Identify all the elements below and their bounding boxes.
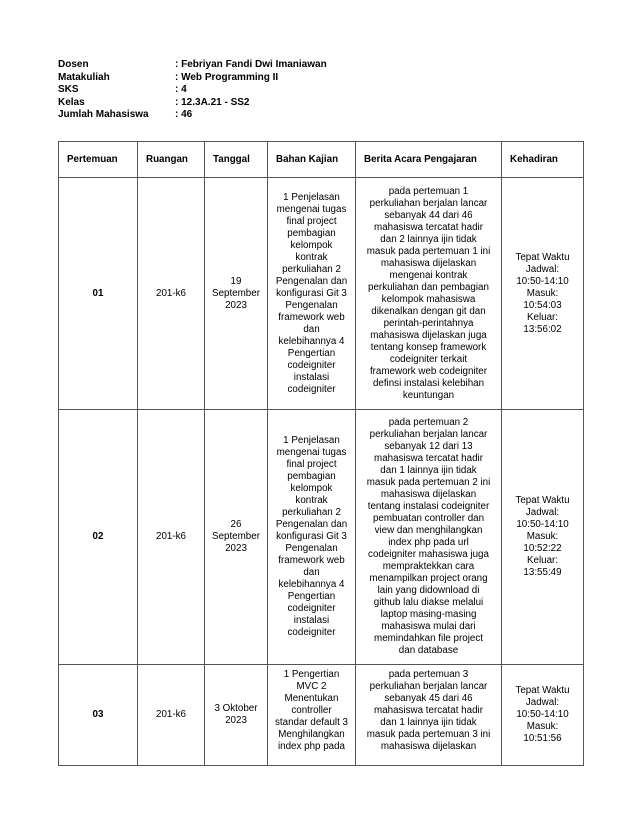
- header-kehadiran: Kehadiran: [502, 142, 584, 178]
- cell-kehadiran: Tepat Waktu Jadwal: 10:50-14:10 Masuk: 10:54:03 Keluar: 13:56:02: [502, 178, 584, 410]
- info-row-kelas: [58, 97, 327, 110]
- info-label: Matakuliah: [58, 71, 110, 83]
- info-row-jumlah-mahasiswa: [58, 109, 327, 122]
- cell-berita-acara: pada pertemuan 1 perkuliahan berjalan lancar sebanyak 44 dari 46 mahasiswa tercatat hadir dan 2 lainnya ijin tidak masuk pada pertemuan 1 ini mahasiswa dijelaskan mengenai kontrak perkuliahan dan pembagian kelompok mahasiswa dikenalkan dengan git dan perintah-perintahnya mahasiswa dijelaskan juga tentang konsep framework codeigniter terkait framework web codeigniter definsi instalasi kelebihan keuntungan: [356, 178, 502, 410]
- table-row: [59, 665, 584, 766]
- header-berita-acara: Berita Acara Pengajaran: [356, 142, 502, 178]
- info-value: : 46: [175, 109, 193, 120]
- info-label: Jumlah Mahasiswa: [58, 109, 149, 120]
- cell-ruangan: 201-k6: [138, 178, 205, 410]
- cell-ruangan: 201-k6: [138, 665, 205, 766]
- info-row-matakuliah: [58, 72, 327, 85]
- header-tanggal: Tanggal: [205, 142, 268, 178]
- table-header-row: [59, 142, 584, 178]
- cell-berita-acara: pada pertemuan 2 perkuliahan berjalan lancar sebanyak 12 dari 13 mahasiswa tercatat hadir dan 1 lainnya ijin tidak masuk pada pertemuan 2 ini mahasiswa dijelaskan tentang instalasi codeigniter pembuatan controller dan view dan menghilangkan index php pada url codeigniter mahasiswa juga mempraktekkan cara menampilkan project orang lain yang didownload di github lalu diakse melalui laptop masing-masing mahasiswa mulai dari memindahkan file project dan database: [356, 410, 502, 665]
- course-info: [58, 59, 327, 122]
- info-value: : 4: [175, 84, 187, 95]
- info-row-dosen: [58, 59, 327, 72]
- info-label: Kelas: [58, 96, 85, 108]
- cell-pertemuan: 02: [59, 410, 138, 665]
- cell-pertemuan: 03: [59, 665, 138, 766]
- info-value: : Web Programming II: [175, 71, 279, 83]
- cell-tanggal: 3 Oktober 2023: [205, 665, 268, 766]
- cell-bahan-kajian: 1 Penjelasan mengenai tugas final project pembagian kelompok kontrak perkuliahan 2 Pengenalan dan konfigurasi Git 3 Pengenalan framework web dan kelebihannya 4 Pengertian codeigniter instalasi codeigniter: [268, 410, 356, 665]
- cell-kehadiran: Tepat Waktu Jadwal: 10:50-14:10 Masuk: 10:52:22 Keluar: 13:55:49: [502, 410, 584, 665]
- info-label: Dosen: [58, 59, 89, 70]
- info-value: : Febriyan Fandi Dwi Imaniawan: [175, 59, 327, 70]
- header-bahan-kajian: Bahan Kajian: [268, 142, 356, 178]
- cell-ruangan: 201-k6: [138, 410, 205, 665]
- table-row: [59, 178, 584, 410]
- cell-berita-acara: pada pertemuan 3 perkuliahan berjalan lancar sebanyak 45 dari 46 mahasiswa tercatat hadir dan 1 lainnya ijin tidak masuk pada pertemuan 3 ini mahasiswa dijelaskan: [356, 665, 502, 766]
- cell-bahan-kajian: 1 Penjelasan mengenai tugas final project pembagian kelompok kontrak perkuliahan 2 Pengenalan dan konfigurasi Git 3 Pengenalan framework web dan kelebihannya 4 Pengertian codeigniter instalasi codeigniter: [268, 178, 356, 410]
- cell-tanggal: 19 September 2023: [205, 178, 268, 410]
- header-ruangan: Ruangan: [138, 142, 205, 178]
- info-value: : 12.3A.21 - SS2: [175, 96, 250, 108]
- header-pertemuan: Pertemuan: [59, 142, 138, 178]
- info-label: SKS: [58, 84, 79, 95]
- cell-bahan-kajian: 1 Pengertian MVC 2 Menentukan controller standar default 3 Menghilangkan index php pada: [268, 665, 356, 766]
- info-row-sks: [58, 84, 327, 97]
- table-row: [59, 410, 584, 665]
- cell-kehadiran: Tepat Waktu Jadwal: 10:50-14:10 Masuk: 10:51:56: [502, 665, 584, 766]
- cell-tanggal: 26 September 2023: [205, 410, 268, 665]
- cell-pertemuan: 01: [59, 178, 138, 410]
- teaching-report-table: [58, 141, 584, 766]
